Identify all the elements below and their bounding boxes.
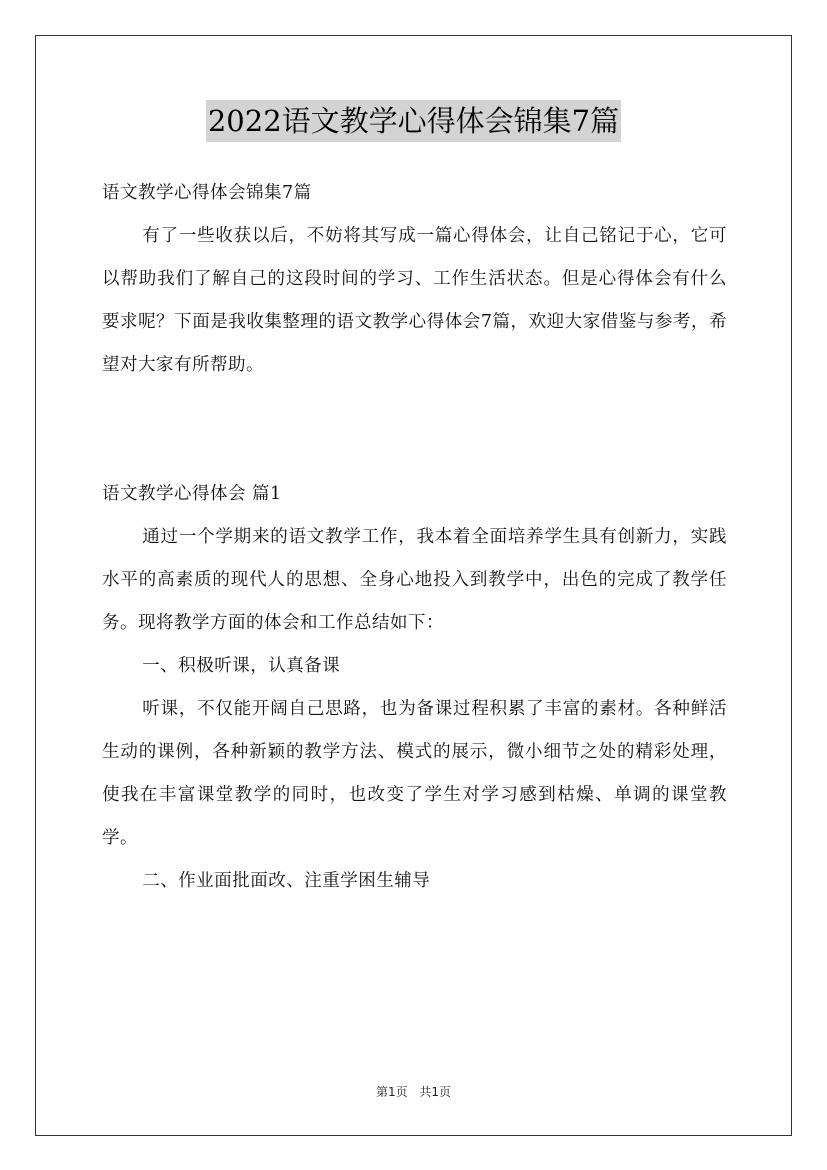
- section1-heading: 语文教学心得体会 篇1: [102, 484, 282, 504]
- section1-paragraph: 通过一个学期来的语文教学工作，我本着全面培养学生具有创新力，实践水平的高素质的现代人的思想、全身心地投入到教学中，出色的完成了教学任务。现将教学方面的体会和工作总结如下：: [102, 527, 727, 633]
- page-footer: [0, 1083, 827, 1100]
- page-number: 第1页: [375, 1085, 408, 1099]
- document-title: 2022语文教学心得体会锦集7篇: [206, 100, 621, 142]
- point2-heading: 二、作业面批面改、注重学困生辅导: [142, 871, 431, 891]
- page-total: 共1页: [419, 1085, 452, 1099]
- document-body: [102, 172, 727, 903]
- point1-heading: 一、积极听课，认真备课: [142, 656, 341, 676]
- point1-paragraph: 听课，不仅能开阔自己思路，也为备课过程积累了丰富的素材。各种鲜活生动的课例，各种新颖的教学方法、模式的展示，微小细节之处的精彩处理，使我在丰富课堂教学的同时，也改变了学生对学习感到枯燥、单调的课堂教学。: [102, 699, 727, 848]
- section-spacer: [102, 387, 727, 473]
- intro-paragraph: 有了一些收获以后，不妨将其写成一篇心得体会，让自己铭记于心，它可以帮助我们了解自己的这段时间的学习、工作生活状态。但是心得体会有什么要求呢？下面是我收集整理的语文教学心得体会7篇，欢迎大家借鉴与参考，希望对大家有所帮助。: [102, 226, 727, 375]
- title-wrap: [0, 100, 827, 142]
- document-subtitle: 语文教学心得体会锦集7篇: [102, 183, 312, 203]
